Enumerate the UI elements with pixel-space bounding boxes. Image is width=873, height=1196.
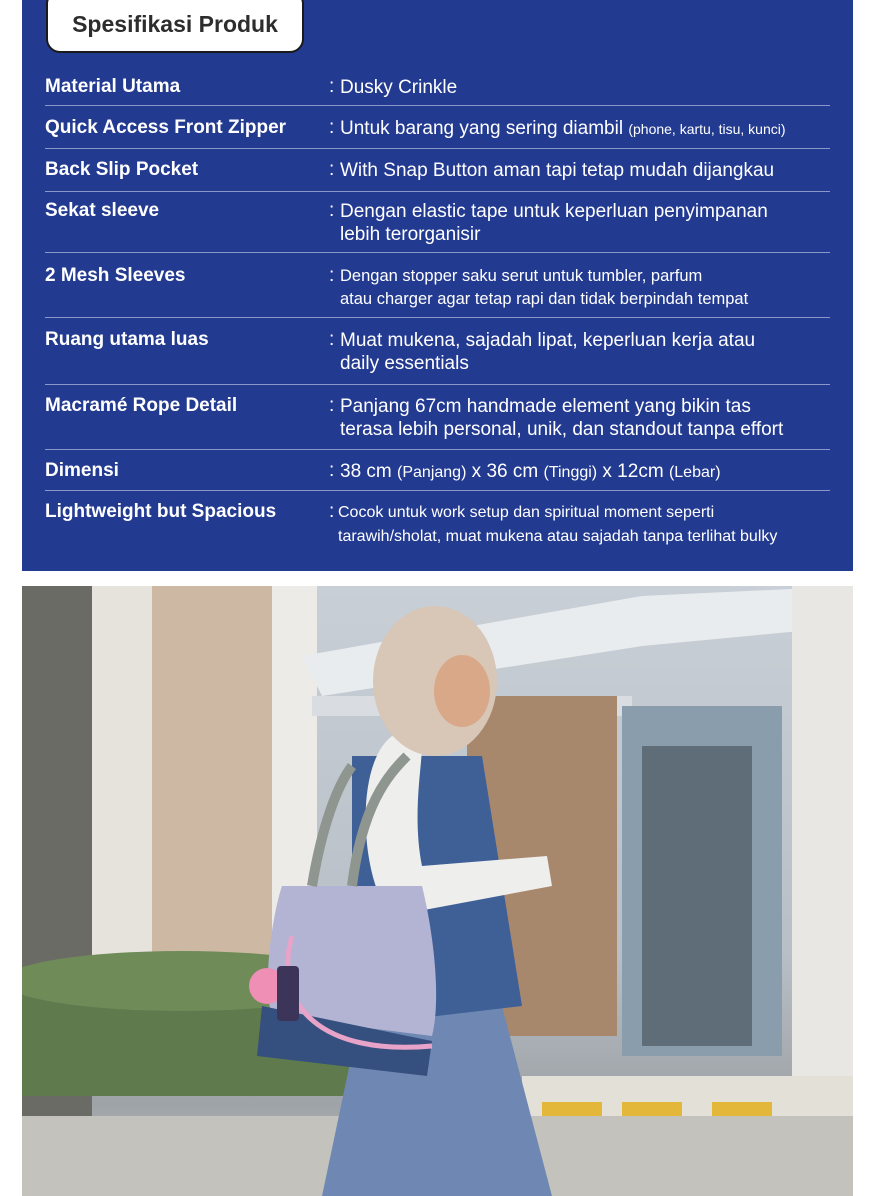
dim-length: 38 cm: [340, 461, 398, 482]
spec-value-line: terasa lebih personal, unik, dan standout tanpa effort: [340, 419, 784, 440]
spec-row-mesh-sleeves: [45, 265, 830, 318]
spec-value: [340, 395, 840, 441]
spec-value-line: atau charger agar tetap rapi dan tidak berpindah tempat: [340, 290, 749, 308]
spec-value-line: Cocok untuk work setup dan spiritual moment seperti: [338, 504, 715, 521]
spec-colon: :: [329, 460, 335, 481]
product-photo-illustration: [22, 586, 853, 1196]
spec-value-line: lebih terorganisir: [340, 224, 481, 245]
spec-row-back-pocket: [45, 159, 830, 192]
spec-label: Macramé Rope Detail: [45, 395, 238, 416]
dim-height: x 36 cm: [466, 461, 544, 482]
spec-row-ruang-utama: [45, 329, 830, 385]
spec-value: [340, 76, 840, 99]
spec-value: [340, 117, 840, 141]
spec-row-material: [45, 76, 830, 106]
spec-label: Material Utama: [45, 76, 181, 97]
spec-row-lightweight: [45, 501, 830, 553]
spec-value-note: (phone, kartu, tisu, kunci): [628, 121, 786, 137]
spec-label: Quick Access Front Zipper: [45, 117, 287, 138]
spec-colon: :: [329, 265, 335, 286]
spec-panel: [22, 0, 853, 571]
spec-value: [340, 159, 840, 182]
spec-label: Back Slip Pocket: [45, 159, 199, 180]
spec-value-line: Dusky Crinkle: [340, 77, 458, 98]
spec-value: [340, 200, 840, 246]
spec-value-line: [340, 117, 840, 141]
spec-value: [340, 265, 840, 311]
spec-value-line: Dengan stopper saku serut untuk tumbler, parfum: [340, 267, 703, 285]
spec-value-line: Panjang 67cm handmade element yang bikin tas: [340, 396, 751, 417]
spec-label: 2 Mesh Sleeves: [45, 265, 186, 286]
spec-title: Spesifikasi Produk: [46, 0, 304, 53]
spec-value-line: [340, 460, 840, 484]
spec-value: [338, 501, 838, 549]
spec-colon: :: [329, 76, 335, 97]
spec-row-dimensi: [45, 460, 830, 491]
spec-colon: :: [329, 117, 335, 138]
spec-row-macrame: [45, 395, 830, 450]
dim-length-note: (Panjang): [397, 464, 467, 481]
spec-value-line: With Snap Button aman tapi tetap mudah dijangkau: [340, 160, 775, 181]
spec-value-main: Untuk barang yang sering diambil: [340, 118, 629, 139]
spec-colon: :: [329, 395, 335, 416]
spec-colon: :: [329, 159, 335, 180]
dim-width: x 12cm: [597, 461, 669, 482]
spec-colon: :: [329, 501, 335, 522]
spec-row-sekat-sleeve: [45, 200, 830, 253]
spec-value-line: Muat mukena, sajadah lipat, keperluan kerja atau: [340, 330, 756, 351]
spec-colon: :: [329, 329, 335, 350]
spec-value-line: Dengan elastic tape untuk keperluan penyimpanan: [340, 201, 768, 222]
spec-value-line: daily essentials: [340, 353, 469, 374]
spec-colon: :: [329, 200, 335, 221]
dim-width-note: (Lebar): [668, 464, 721, 481]
spec-label: Ruang utama luas: [45, 329, 209, 350]
spec-value: [340, 329, 840, 375]
spec-label: Dimensi: [45, 460, 119, 481]
spec-label: Lightweight but Spacious: [45, 501, 277, 522]
spec-row-front-zipper: [45, 117, 830, 149]
spec-value: [340, 460, 840, 484]
product-photo: [22, 586, 853, 1196]
spec-label: Sekat sleeve: [45, 200, 160, 221]
spec-value-line: tarawih/sholat, muat mukena atau sajadah tanpa terlihat bulky: [338, 528, 778, 545]
dim-height-note: (Tinggi): [543, 464, 598, 481]
